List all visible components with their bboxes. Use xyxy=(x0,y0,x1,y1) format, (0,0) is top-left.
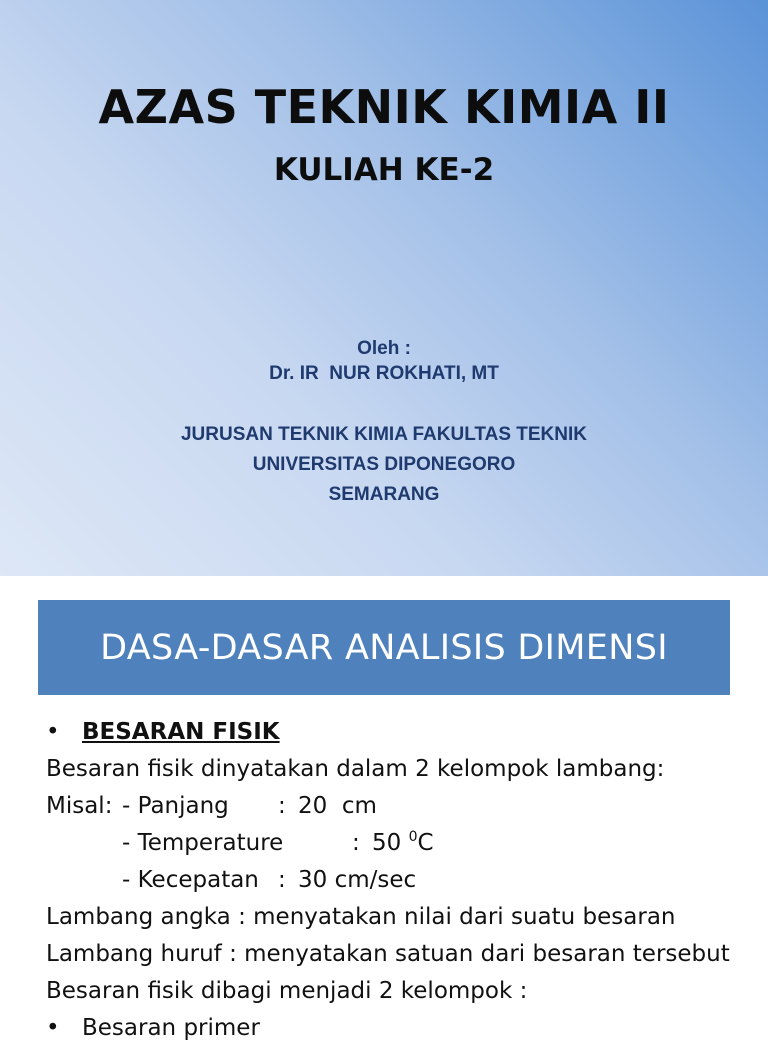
department-name: JURUSAN TEKNIK KIMIA FAKULTAS TEKNIK xyxy=(180,424,588,445)
example-row-panjang xyxy=(46,788,746,825)
superscript: 0 xyxy=(408,829,418,845)
example-name: - Panjang xyxy=(122,793,229,819)
example-value: 20 cm xyxy=(298,793,377,819)
example-row-temperature xyxy=(46,825,746,862)
lambang-angka-text: Lambang angka : menyatakan nilai dari suatu besaran xyxy=(46,904,676,930)
author-block xyxy=(0,336,768,386)
slide-content xyxy=(46,714,746,1047)
example-row-kecepatan xyxy=(46,862,746,899)
value-unit: C xyxy=(417,830,434,856)
section-heading: BESARAN FISIK xyxy=(82,719,280,745)
lambang-huruf-text: Lambang huruf : menyatakan satuan dari besaran tersebut xyxy=(46,941,730,967)
author-label: Oleh : xyxy=(357,338,411,359)
kelompok-text: Besaran fisik dibagi menjadi 2 kelompok : xyxy=(46,978,528,1004)
content-slide xyxy=(0,576,768,1041)
partial-bullet-row xyxy=(46,1010,746,1047)
bullet-icon: • xyxy=(46,1015,60,1041)
misal-label: Misal: xyxy=(46,793,113,819)
example-colon: : xyxy=(278,867,286,893)
bullet-icon: • xyxy=(46,719,60,745)
banner-title: DASA-DASAR ANALISIS DIMENSI xyxy=(100,627,668,668)
text-line xyxy=(46,899,746,936)
university-name: UNIVERSITAS DIPONEGORO xyxy=(252,454,516,475)
text-line xyxy=(46,751,746,788)
bullet-text: Besaran primer xyxy=(82,1015,260,1041)
heading-row xyxy=(46,714,746,751)
example-colon: : xyxy=(278,793,286,819)
institution-block xyxy=(0,420,768,510)
slide-banner xyxy=(38,600,730,695)
example-name: - Temperature xyxy=(122,830,284,856)
text-line xyxy=(46,973,746,1010)
slide-subtitle: KULIAH KE-2 xyxy=(273,152,495,188)
author-name: Dr. IR NUR ROKHATI, MT xyxy=(269,363,499,384)
city-name: SEMARANG xyxy=(328,484,440,505)
intro-text: Besaran fisik dinyatakan dalam 2 kelompok lambang: xyxy=(46,756,665,782)
text-line xyxy=(46,936,746,973)
slide-title: AZAS TEKNIK KIMIA II xyxy=(98,80,670,134)
example-value xyxy=(372,825,434,862)
example-value: 30 cm/sec xyxy=(298,867,417,893)
example-name: - Kecepatan xyxy=(122,867,259,893)
value-number: 50 xyxy=(372,830,409,856)
example-colon: : xyxy=(352,830,360,856)
